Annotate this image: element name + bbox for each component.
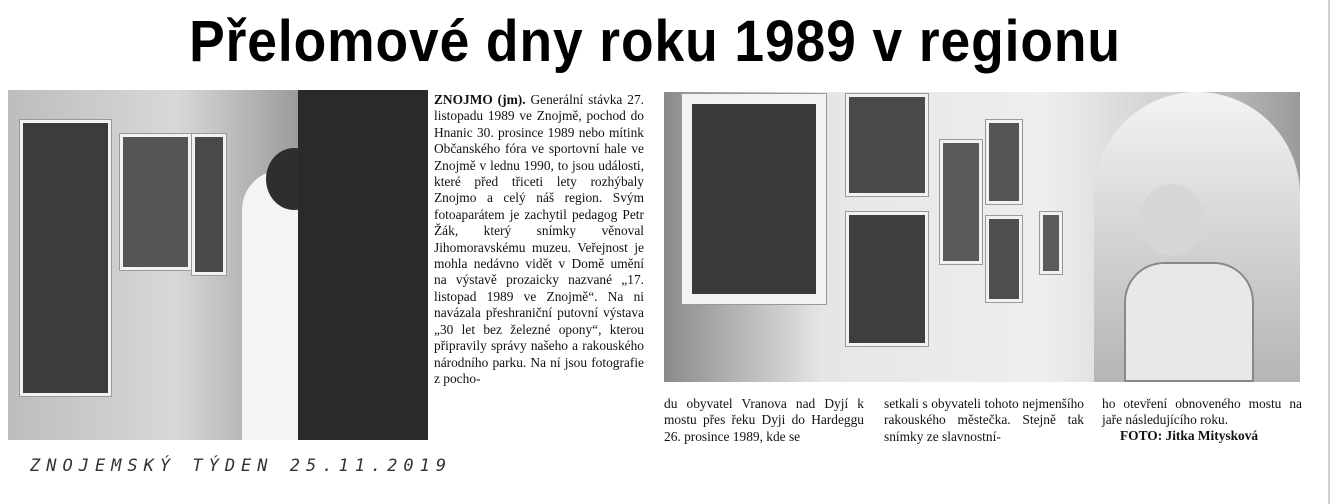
dateline: ZNOJMO (jm). xyxy=(434,92,526,107)
visitor-head xyxy=(1140,184,1204,256)
framed-picture xyxy=(846,212,928,346)
framed-picture xyxy=(846,94,928,196)
article-column-4: ho otevření obnoveného mostu na jaře následujícího roku. xyxy=(1102,396,1302,428)
headline: Přelomové dny roku 1989 v regionu xyxy=(189,9,1121,74)
visitor-figure xyxy=(1124,262,1254,382)
article-column-3: setkali s obyvateli tohoto nejmenšího rakouského městečka. Stejně tak snímky ze slavnostní- xyxy=(884,396,1084,444)
framed-picture xyxy=(120,134,191,270)
framed-picture xyxy=(20,120,111,396)
handwritten-source-note: ZNOJEMSKÝ TÝDEN 25.11.2019 xyxy=(30,456,453,476)
framed-picture xyxy=(986,216,1022,302)
doorway xyxy=(298,90,428,440)
article-text-1: Generální stávka 27. listopadu 1989 ve Znojmě, pochod do Hnanic 30. prosince 1989 nebo mítink Občanského fóra ve sportovní hale ve Znojmě v lednu 1990, to jsou události, které před třiceti lety rozhýbaly Znojmo a celý náš region. Svým fotoaparátem je zachytil pedagog Petr Žák, který snímky věnoval Jihomoravskému muzeu. Veřejnost je mohla nedávno vidět v Domě umění na výstavě prozaicky nazvané „17. listopad 1989 ve Znojmě“. Na ni navázala přeshraniční putovní výstava „30 let bez železné opony“, kterou připravily správy našeho a rakouského národního parku. Na ní jsou fotografie z pocho- xyxy=(434,92,644,386)
page-edge xyxy=(1328,0,1330,504)
gallery-photo-left xyxy=(8,90,428,440)
gallery-photo-right xyxy=(664,92,1300,382)
framed-picture xyxy=(682,94,826,304)
framed-picture xyxy=(940,140,982,264)
article-column-1 xyxy=(434,92,644,387)
photo-credit: FOTO: Jitka Mitysková xyxy=(1120,428,1259,443)
framed-picture xyxy=(1040,212,1062,274)
framed-picture xyxy=(192,134,226,275)
article-column-2: du obyvatel Vranova nad Dyjí k mostu přes řeku Dyji do Hardeggu 26. prosince 1989, kde se xyxy=(664,396,864,444)
framed-picture xyxy=(986,120,1022,204)
